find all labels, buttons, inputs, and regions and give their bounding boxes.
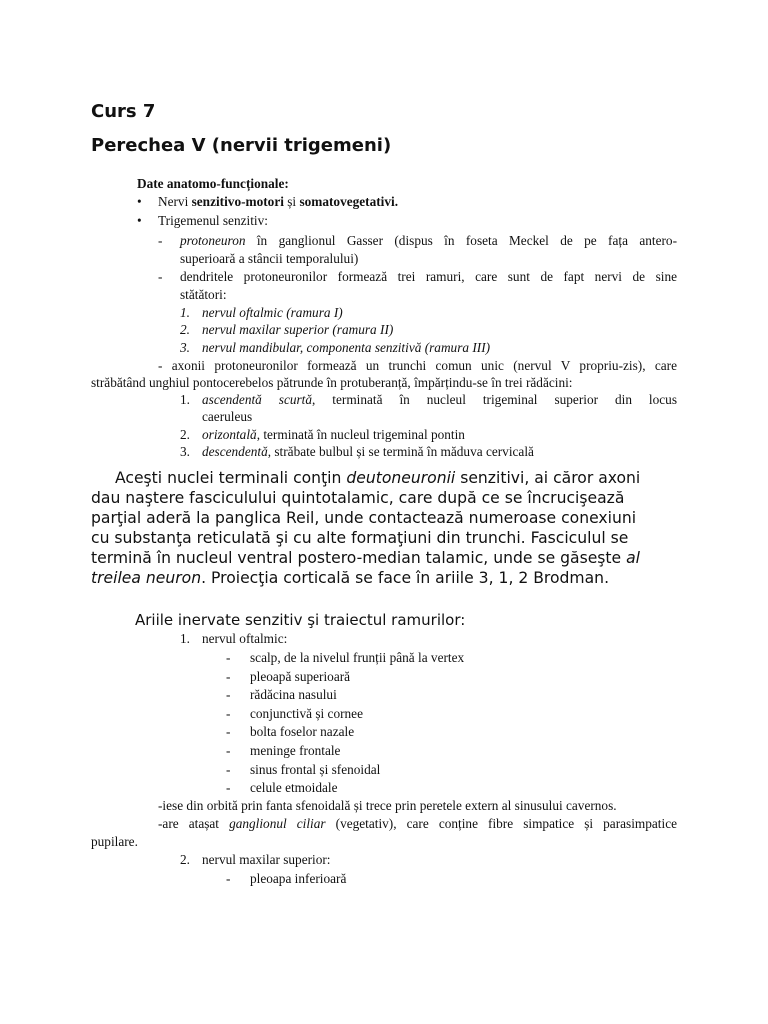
italic-term: descendentă xyxy=(202,444,268,459)
line-text: , străbate bulbul și se termină în măduva cervicală xyxy=(267,444,534,459)
bullet-icon: • xyxy=(137,213,142,228)
paragraph-line: dau naştere fasciculului quintotalamic, care după ce se încrucişează xyxy=(91,489,625,507)
bullet-text: și xyxy=(283,194,300,209)
bullet-text: Nervi xyxy=(158,194,192,209)
area-item: sinus frontal și sfenoidal xyxy=(250,762,381,777)
section-heading: Date anatomo-funcționale: xyxy=(137,176,289,191)
root-num: 3. xyxy=(180,444,190,459)
ganglion-line xyxy=(158,815,677,833)
branch-item: nervul maxilar superior (ramura II) xyxy=(202,322,394,337)
ophthalmic-nerve-label: nervul oftalmic: xyxy=(202,631,288,646)
dash-icon: - xyxy=(226,871,231,886)
branch-item: nervul oftalmic (ramura I) xyxy=(202,305,343,320)
bullet-icon: • xyxy=(137,194,142,209)
italic-term: ganglionul ciliar xyxy=(229,816,326,831)
root-item-cont: caeruleus xyxy=(202,409,253,424)
nerve-num: 1. xyxy=(180,631,190,646)
dash-icon: - xyxy=(226,743,231,758)
branch-num: 3. xyxy=(180,340,190,355)
area-item: pleoapa inferioară xyxy=(250,871,347,886)
italic-term: orizontală xyxy=(202,427,257,442)
protoneuron-line-cont: superioară a stâncii temporalului) xyxy=(180,251,359,266)
area-item: celule etmoidale xyxy=(250,780,338,795)
dash-icon: - xyxy=(158,233,163,248)
dash-icon: - xyxy=(226,706,231,721)
dendrites-line: dendritele protoneuronilor formează trei ramuri, care sunt de fapt nervi de sine xyxy=(180,269,677,284)
area-item: scalp, de la nivelul frunții până la vertex xyxy=(250,650,465,665)
exit-line: -iese din orbită prin fanta sfenoidală și trece prin peretele extern al sinusului cavernos. xyxy=(158,798,617,813)
line-text: , terminată în nucleul trigeminal superior din locus xyxy=(312,392,677,407)
italic-term: al xyxy=(626,549,640,567)
branch-item: nervul mandibular, componenta senzitivă (ramura III) xyxy=(202,340,491,355)
nerve-num: 2. xyxy=(180,852,190,867)
dash-icon: - xyxy=(226,762,231,777)
ganglion-line-cont: pupilare. xyxy=(91,834,138,849)
paragraph-line: parţial aderă la panglica Reil, unde contactează numeroase conexiuni xyxy=(91,509,637,527)
dash-icon: - xyxy=(226,687,231,702)
course-title: Curs 7 xyxy=(91,101,156,122)
root-num: 2. xyxy=(180,427,190,442)
dash-icon: - xyxy=(226,724,231,739)
area-item: pleoapă superioară xyxy=(250,669,351,684)
area-item: meninge frontale xyxy=(250,743,341,758)
branch-num: 1. xyxy=(180,305,190,320)
italic-term: treilea neuron xyxy=(91,569,202,587)
axons-line-cont: străbătând unghiul pontocerebelos pătrunde în protuberanță, împărțindu-se în trei rădăcini: xyxy=(91,375,573,390)
dash-icon: - xyxy=(226,650,231,665)
line-text: -are atașat xyxy=(158,816,230,831)
italic-term: protoneuron xyxy=(180,233,246,248)
line-text: , terminată în nucleul trigeminal pontin xyxy=(256,427,465,442)
line-text: în ganglionul Gasser (dispus în foseta Meckel de pe fața antero- xyxy=(245,233,677,248)
line-text: (vegetativ), care conține fibre simpatice și parasimpatice xyxy=(325,816,677,831)
dendrites-line-cont: stătători: xyxy=(180,287,227,302)
line-text: termină în nucleul ventral postero-median talamic, unde se găseşte xyxy=(91,549,627,567)
dash-icon: - xyxy=(226,669,231,684)
italic-term: ascendentă scurtă xyxy=(202,392,313,407)
line-text: Aceşti nuclei terminali conţin xyxy=(115,469,347,487)
root-num: 1. xyxy=(180,392,190,407)
dash-icon: - xyxy=(158,269,163,284)
page-title: Perechea V (nervii trigemeni) xyxy=(91,135,392,156)
italic-term: deutoneuronii xyxy=(346,469,456,487)
bullet-bold-text: somatovegetativi. xyxy=(299,194,399,209)
branch-num: 2. xyxy=(180,322,190,337)
line-text: . Proiecţia corticală se face în ariile 3, 1, 2 Brodman. xyxy=(201,569,610,587)
bullet-item-sensory-trigeminal: Trigemenul senzitiv: xyxy=(158,213,268,228)
maxillary-nerve-label: nervul maxilar superior: xyxy=(202,852,331,867)
area-item: bolta foselor nazale xyxy=(250,724,355,739)
dash-icon: - xyxy=(226,780,231,795)
bullet-bold-text: senzitivo-motori xyxy=(191,194,284,209)
paragraph-line: cu substanţa reticulată şi cu alte formaţiuni din trunchi. Fasciculul se xyxy=(91,529,629,547)
line-text: senzitivi, ai căror axoni xyxy=(455,469,641,487)
area-item: conjunctivă și cornee xyxy=(250,706,363,721)
areas-heading: Ariile inervate senzitiv şi traiectul ramurilor: xyxy=(135,611,466,629)
axons-line: - axonii protoneuronilor formează un trunchi comun unic (nervul V propriu-zis), care xyxy=(158,358,677,373)
area-item: rădăcina nasului xyxy=(250,687,337,702)
